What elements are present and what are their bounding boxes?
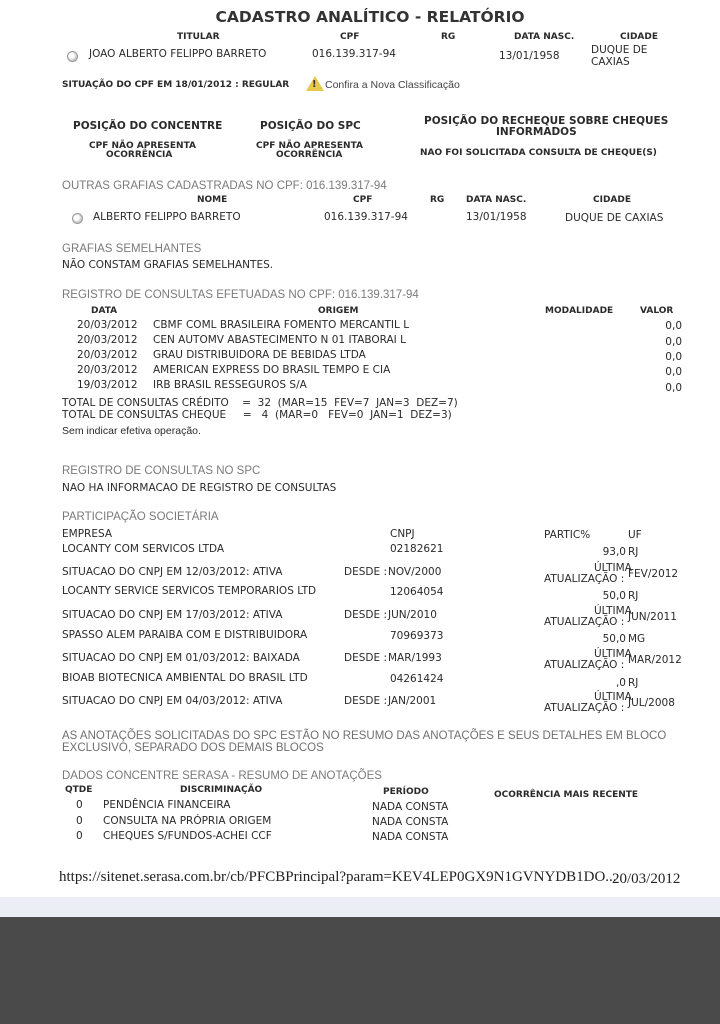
resumo-col-ocorrencia: OCORRÊNCIA MAIS RECENTE: [494, 790, 639, 800]
empresa-desde: JAN/2001: [388, 695, 437, 707]
participacao-col-cnpj: CNPJ: [390, 528, 415, 540]
posicao-recheque-title2: INFORMADOS: [496, 126, 577, 138]
scan-light-band: [0, 897, 720, 917]
consulta-origem: AMERICAN EXPRESS DO BRASIL TEMPO E CIA: [153, 364, 391, 376]
consulta-origem: GRAU DISTRIBUIDORA DE BEBIDAS LTDA: [153, 349, 366, 361]
empresa-cnpj: 02182621: [390, 543, 444, 555]
consultas-col-modalidade: MODALIDADE: [545, 306, 614, 316]
titular-cpf: 016.139.317-94: [312, 48, 396, 60]
titular-nasc: 13/01/1958: [499, 50, 560, 62]
registro-consultas-title: REGISTRO DE CONSULTAS EFETUADAS NO CPF: 016.139.317-94: [62, 289, 419, 301]
total-consultas-cheque: TOTAL DE CONSULTAS CHEQUE = 4 (MAR=0 FEV=0 JAN=1 DEZ=3): [62, 409, 452, 421]
ultima-label: ÚLTIMA: [594, 648, 632, 660]
situacao-cpf: SITUAÇÃO DO CPF EM 18/01/2012 : REGULAR: [62, 80, 290, 90]
consulta-data: 20/03/2012: [77, 349, 138, 361]
titular-name: JOAO ALBERTO FELIPPO BARRETO: [89, 48, 267, 60]
consulta-valor: 0,0: [665, 336, 682, 348]
resumo-qtde: 0: [76, 830, 83, 842]
empresa-uf: RJ: [628, 546, 639, 558]
outras-nome: ALBERTO FELIPPO BARRETO: [93, 211, 241, 223]
consultas-col-origem: ORIGEM: [318, 306, 359, 316]
anotacoes-note-line2: EXCLUSIVO, SEPARADO DOS DEMAIS BLOCOS: [62, 742, 324, 754]
empresa-situacao: SITUACAO DO CNPJ EM 17/03/2012: ATIVA: [62, 609, 283, 621]
ultima-label: ÚLTIMA: [594, 562, 632, 574]
empresa-name: BIOAB BIOTECNICA AMBIENTAL DO BRASIL LTD: [62, 672, 308, 684]
outras-cpf: 016.139.317-94: [324, 211, 408, 223]
resumo-qtde: 0: [76, 815, 83, 827]
outras-col-cpf: CPF: [353, 195, 373, 205]
empresa-partic: 93,0: [602, 546, 626, 558]
ultima-label: ÚLTIMA: [594, 691, 632, 703]
empresa-atualizacao: FEV/2012: [628, 568, 679, 580]
empresa-desde: MAR/1993: [388, 652, 442, 664]
resumo-anotacoes-title: DADOS CONCENTRE SERASA - RESUMO DE ANOTAÇÕES: [62, 770, 382, 782]
col-cidade: CIDADE: [620, 32, 659, 42]
atualizacao-label: ATUALIZAÇÃO :: [544, 573, 625, 585]
col-data-nasc: DATA NASC.: [514, 32, 575, 42]
outras-col-nasc: DATA NASC.: [466, 195, 527, 205]
desde-label: DESDE :: [344, 609, 387, 621]
participacao-title: PARTICIPAÇÃO SOCIETÁRIA: [62, 511, 219, 523]
registro-spc-title: REGISTRO DE CONSULTAS NO SPC: [62, 465, 261, 477]
empresa-atualizacao: JUL/2008: [628, 697, 675, 709]
anotacoes-note-line1: AS ANOTAÇÕES SOLICITADAS DO SPC ESTÃO NO RESUMO DAS ANOTAÇÕES E SEUS DETALHES EM BLOCO: [62, 730, 667, 742]
col-rg: RG: [441, 32, 456, 42]
consultas-col-data: DATA: [91, 306, 118, 316]
consulta-valor: 0,0: [665, 320, 682, 332]
footer-url: https://sitenet.serasa.com.br/cb/PFCBPrincipal?param=KEV4LEP0GX9N1GVNYDB1DO...: [59, 869, 617, 885]
resumo-col-qtde: QTDE: [65, 785, 93, 795]
resumo-col-discriminacao: DISCRIMINAÇÃO: [180, 785, 263, 795]
resumo-discriminacao: CONSULTA NA PRÓPRIA ORIGEM: [103, 815, 272, 827]
posicao-concentre-text2: OCORRÊNCIA: [106, 150, 173, 160]
grafias-semelhantes-title: GRAFIAS SEMELHANTES: [62, 243, 202, 255]
empresa-cnpj: 70969373: [390, 630, 444, 642]
empresa-desde: JUN/2010: [388, 609, 437, 621]
desde-label: DESDE :: [344, 566, 387, 578]
confira-link[interactable]: Confira a Nova Classificação: [325, 79, 460, 91]
consulta-data: 19/03/2012: [77, 379, 138, 391]
desde-label: DESDE :: [344, 695, 387, 707]
atualizacao-label: ATUALIZAÇÃO :: [544, 616, 625, 628]
footer-date: 20/03/2012: [612, 871, 681, 887]
outras-col-rg: RG: [430, 195, 445, 205]
resumo-qtde: 0: [76, 799, 83, 811]
empresa-uf: RJ: [628, 677, 639, 689]
empresa-situacao: SITUACAO DO CNPJ EM 01/03/2012: BAIXADA: [62, 652, 300, 664]
warning-exclamation-icon: !: [312, 79, 317, 90]
grafias-semelhantes-text: NÃO CONSTAM GRAFIAS SEMELHANTES.: [62, 259, 274, 271]
empresa-situacao: SITUACAO DO CNPJ EM 12/03/2012: ATIVA: [62, 566, 283, 578]
posicao-spc-title: POSIÇÃO DO SPC: [260, 120, 361, 132]
titular-cidade-line2: CAXIAS: [591, 56, 630, 68]
resumo-periodo: NADA CONSTA: [372, 816, 449, 828]
empresa-cnpj: 04261424: [390, 673, 444, 685]
empresa-cnpj: 12064054: [390, 586, 444, 598]
participacao-col-partic: PARTIC%: [544, 529, 591, 541]
resumo-discriminacao: PENDÊNCIA FINANCEIRA: [103, 799, 231, 811]
empresa-atualizacao: JUN/2011: [628, 611, 677, 623]
resumo-discriminacao: CHEQUES S/FUNDOS-ACHEI CCF: [103, 830, 272, 842]
consulta-data: 20/03/2012: [77, 334, 138, 346]
ultima-label: ÚLTIMA: [594, 605, 632, 617]
consulta-data: 20/03/2012: [77, 364, 138, 376]
titular-radio[interactable]: [67, 51, 78, 62]
posicao-recheque-text: NAO FOI SOLICITADA CONSULTA DE CHEQUE(S): [420, 148, 657, 158]
participacao-col-uf: UF: [628, 529, 642, 541]
resumo-periodo: NADA CONSTA: [372, 801, 449, 813]
empresa-situacao: SITUACAO DO CNPJ EM 04/03/2012: ATIVA: [62, 695, 283, 707]
consulta-valor: 0,0: [665, 351, 682, 363]
empresa-partic: 50,0: [602, 633, 626, 645]
total-consultas-credito: TOTAL DE CONSULTAS CRÉDITO = 32 (MAR=15 FEV=7 JAN=3 DEZ=7): [62, 397, 458, 409]
empresa-name: LOCANTY SERVICE SERVICOS TEMPORARIOS LTD: [62, 585, 317, 597]
empresa-name: SPASSO ALEM PARAIBA COM E DISTRIBUIDORA: [62, 629, 308, 641]
consulta-origem: IRB BRASIL RESSEGUROS S/A: [153, 379, 307, 391]
outras-nasc: 13/01/1958: [466, 211, 527, 223]
consulta-valor: 0,0: [665, 382, 682, 394]
consulta-data: 20/03/2012: [77, 319, 138, 331]
scan-dark-band: [0, 917, 720, 1024]
atualizacao-label: ATUALIZAÇÃO :: [544, 702, 625, 714]
outras-col-nome: NOME: [197, 195, 228, 205]
participacao-col-empresa: EMPRESA: [62, 528, 112, 540]
col-cpf: CPF: [340, 32, 360, 42]
report-title: CADASTRO ANALÍTICO - RELATÓRIO: [215, 8, 525, 26]
empresa-desde: NOV/2000: [388, 566, 442, 578]
consultas-col-valor: VALOR: [640, 306, 674, 316]
sem-indicar-text: Sem indicar efetiva operação.: [62, 425, 201, 437]
outras-col-cidade: CIDADE: [593, 195, 632, 205]
col-titular: TITULAR: [177, 32, 220, 42]
consulta-origem: CBMF COML BRASILEIRA FOMENTO MERCANTIL L: [153, 319, 410, 331]
titular-cidade-line1: DUQUE DE: [591, 44, 648, 56]
atualizacao-label: ATUALIZAÇÃO :: [544, 659, 625, 671]
resumo-periodo: NADA CONSTA: [372, 831, 449, 843]
empresa-partic: 50,0: [602, 590, 626, 602]
empresa-uf: RJ: [628, 590, 639, 602]
empresa-uf: MG: [628, 633, 646, 645]
posicao-spc-text2: OCORRÊNCIA: [276, 150, 343, 160]
posicao-concentre-title: POSIÇÃO DO CONCENTRE: [73, 120, 223, 132]
consulta-valor: 0,0: [665, 366, 682, 378]
outras-grafia-radio[interactable]: [72, 213, 83, 224]
registro-spc-text: NAO HA INFORMACAO DE REGISTRO DE CONSULTAS: [62, 482, 337, 494]
outras-cidade: DUQUE DE CAXIAS: [565, 212, 664, 224]
empresa-partic: ,0: [615, 677, 626, 689]
empresa-atualizacao: MAR/2012: [628, 654, 682, 666]
posicao-spc-text1: CPF NÃO APRESENTA: [256, 141, 363, 151]
consulta-origem: CEN AUTOMV ABASTECIMENTO N 01 ITABORAI L: [153, 334, 406, 346]
posicao-recheque-title1: POSIÇÃO DO RECHEQUE SOBRE CHEQUES: [424, 115, 669, 127]
resumo-col-periodo: PERÍODO: [383, 787, 429, 797]
empresa-name: LOCANTY COM SERVICOS LTDA: [62, 543, 225, 555]
posicao-concentre-text1: CPF NÃO APRESENTA: [89, 141, 196, 151]
desde-label: DESDE :: [344, 652, 387, 664]
outras-grafias-title: OUTRAS GRAFIAS CADASTRADAS NO CPF: 016.139.317-94: [62, 180, 387, 192]
